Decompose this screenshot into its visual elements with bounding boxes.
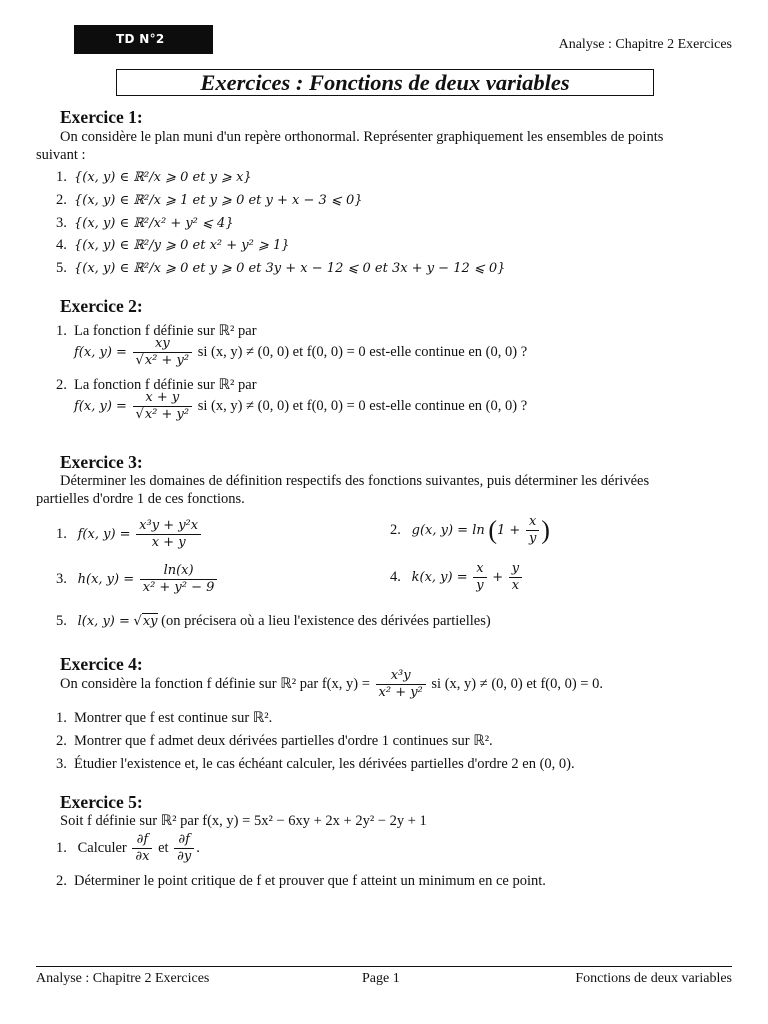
exercise-1-item: 4. {(x, y) ∈ ℝ²/y ⩾ 0 et x² + y² ⩾ 1} [56,237,290,253]
exercise-1-intro-line1: On considère le plan muni d'un repère orthonormal. Représenter graphiquement les ensembles de points [60,129,664,145]
exercise-4-title: Exercice 4: [60,654,143,674]
fraction: $\frac{\text{x³y}}{\text{x² + y²}}$ [376,668,426,701]
fraction: $\frac{\text{x³y + y²x}}{x + y}$ [136,518,201,551]
exercise-4-intro: On considère la fonction f définie sur ℝ² par f(x, y) = $\frac{\text{x³y}}{\text{x² + y²}}$ si (x, y) ≠ (0, 0) et f(0, 0) = 0. [60,668,603,700]
page-title: Exercices : Fonctions de deux variables [116,69,654,96]
exercise-1-item: 5. {(x, y) ∈ ℝ²/x ⩾ 0 et y ⩾ 0 et 3y + x − 12 ⩽ 0 et 3x + y − 12 ⩽ 0} [56,260,506,276]
footer-right: Fonctions de deux variables [575,971,732,986]
exercise-4-item: 3. Étudier l'existence et, le cas échéant calculer, les dérivées partielles d'ordre 2 en (0, 0). [56,756,575,772]
exercise-3-item4: 4. k(x, y) = $\frac{x}{y}$ + $\frac{y}{x}$ [390,561,524,594]
exercise-3-item5: 5. l(x, y) = √xy (on précisera où a lieu l'existence des dérivées partielles) [56,613,491,629]
exercise-5-item2: 2. Déterminer le point critique de f et prouver que f atteint un minimum en ce point. [56,873,546,889]
fraction: $\frac{y}{x}$ [509,561,522,594]
exercise-4-item: 1. Montrer que f est continue sur ℝ². [56,710,273,726]
exercise-3-intro-line2: partielles d'ordre 1 de ces fonctions. [36,491,245,507]
exercise-1-item: 1. {(x, y) ∈ ℝ²/x ⩾ 0 et y ⩾ x} [56,169,252,185]
exercise-2-title: Exercice 2: [60,296,143,316]
fraction: $\frac{\ln(x)}{\text{x² + y² − 9}}$ [140,563,218,596]
footer-divider [36,966,732,967]
exercise-2-item2-line1: 2. La fonction f définie sur ℝ² par [56,377,257,393]
exercise-2-item1-formula: f(x, y) = $\frac{xy}{\text{√x² + y²}}$ si (x, y) ≠ (0, 0) et f(0, 0) = 0 est-elle continue en (0, 0) ? [74,336,528,368]
exercise-3-item3: 3. h(x, y) = $\frac{\ln(x)}{\text{x² + y² − 9}}$ [56,563,219,596]
exercise-3-title: Exercice 3: [60,452,143,472]
fraction: $\frac{\partial f}{\partial y}$ [174,832,194,865]
td-badge: TD N°2 [74,25,213,54]
exercise-1-item: 2. {(x, y) ∈ ℝ²/x ⩾ 1 et y ⩾ 0 et y + x − 3 ⩽ 0} [56,192,363,208]
exercise-4-item: 2. Montrer que f admet deux dérivées partielles d'ordre 1 continues sur ℝ². [56,733,493,749]
footer-page-number: Page 1 [362,971,400,986]
exercise-3-intro-line1: Déterminer les domaines de définition respectifs des fonctions suivantes, puis déterminer les dérivées [60,473,650,489]
header-course-label: Analyse : Chapitre 2 Exercices [558,37,732,52]
fraction: $\frac{xy}{\text{√x² + y²}}$ [133,336,193,369]
exercise-3-item1: 1. f(x, y) = $\frac{\text{x³y + y²x}}{x + y}$ [56,518,203,551]
exercise-3-item2: 2. g(x, y) = ln (1 + $\frac{x}{y}$ ) [390,514,550,546]
exercise-1-item: 3. {(x, y) ∈ ℝ²/x² + y² ⩽ 4} [56,215,234,231]
exercise-2-item2-formula: f(x, y) = $\frac{x + y}{\text{√x² + y²}}$ si (x, y) ≠ (0, 0) et f(0, 0) = 0 est-elle continue en (0, 0) ? [74,390,528,422]
exercise-1-title: Exercice 1: [60,107,143,127]
footer-left: Analyse : Chapitre 2 Exercices [36,971,210,986]
fraction: $\frac{\partial f}{\partial x}$ [132,832,152,865]
fraction: $\frac{x}{y}$ [526,514,539,547]
exercise-2-item1-line1: 1. La fonction f définie sur ℝ² par [56,323,257,339]
fraction: $\frac{x}{y}$ [473,561,486,594]
exercise-1-intro-line2: suivant : [36,147,86,163]
fraction: $\frac{x + y}{\text{√x² + y²}}$ [133,390,193,423]
exercise-5-item1: 1. Calculer $\frac{\partial f}{\partial x}$ et $\frac{\partial f}{\partial y}$ . [56,832,200,864]
exercise-5-intro: Soit f définie sur ℝ² par f(x, y) = 5x² − 6xy + 2x + 2y² − 2y + 1 [60,813,427,829]
exercise-5-title: Exercice 5: [60,792,143,812]
